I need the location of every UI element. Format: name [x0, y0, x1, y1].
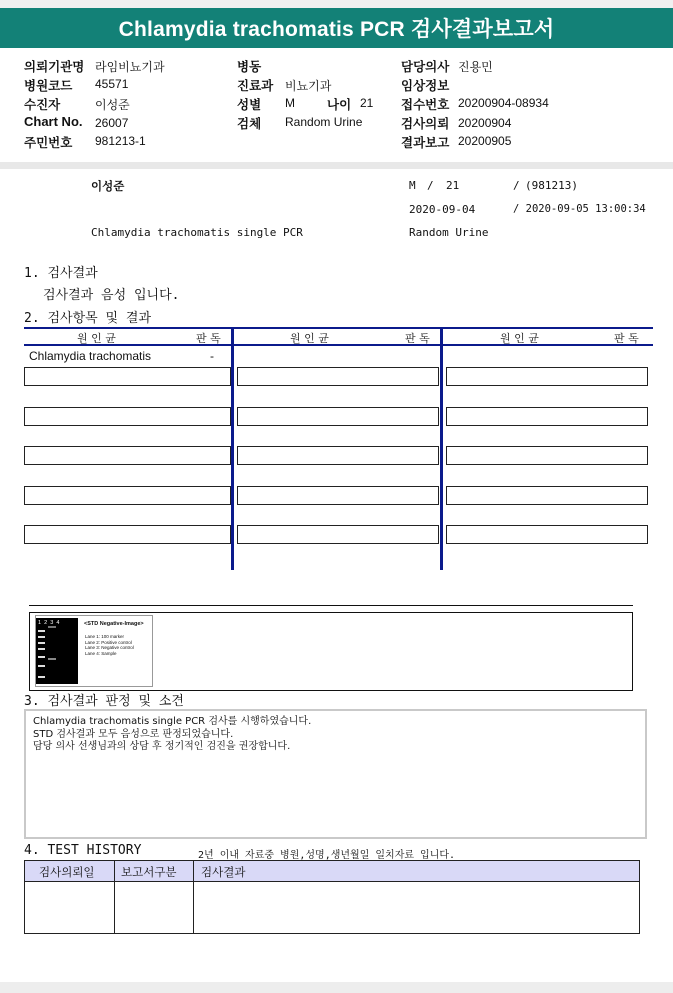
table-top-rule: [24, 327, 653, 329]
empty-cell: [24, 486, 231, 505]
opinion-line: STD 검사결과 모두 음성으로 판정되었습니다.: [33, 728, 234, 740]
chart-no-value: 26007: [95, 116, 129, 130]
empty-cell: [446, 407, 648, 426]
bottom-strip: [0, 982, 673, 993]
hospital-label: 의뢰기관명: [24, 59, 85, 74]
doctor-label: 담당의사: [401, 59, 450, 74]
gel-legend-item: Lane 1: 100 marker: [85, 634, 125, 639]
history-header-result: 검사결과: [201, 865, 246, 879]
empty-cell: [24, 446, 231, 465]
report-date-value: 20200905: [458, 134, 512, 148]
gel-band: [38, 630, 45, 632]
gel-band: [38, 665, 45, 667]
gel-band: [48, 658, 56, 660]
col-header-pathogen-1: 원 인 균: [77, 332, 116, 345]
summary-date-2: / 2020-09-05 13:00:34: [513, 203, 646, 215]
specimen-label: 검체: [237, 116, 262, 131]
receipt-no-value: 20200904-08934: [458, 96, 549, 110]
table-divider-1: [231, 327, 234, 570]
table-header-rule: [24, 344, 653, 346]
gel-lane-numbers: 1 2 3 4: [38, 620, 60, 626]
receipt-no-label: 접수번호: [401, 97, 450, 112]
history-header-type: 보고서구분: [121, 865, 177, 879]
summary-slash-1: /: [427, 179, 434, 192]
gel-legend-item: Lane 4: Sample: [85, 650, 117, 656]
doctor-value: 진용민: [458, 60, 493, 74]
gel-title: <STD Negative-Image>: [84, 621, 144, 627]
section-2-title: 2. 검사항목 및 결과: [24, 311, 152, 326]
summary-test: Chlamydia trachomatis single PCR: [91, 226, 303, 239]
pathogen-result: -: [210, 349, 214, 363]
section-1-title: 1. 검사결과: [24, 266, 98, 281]
gel-band: [38, 642, 45, 644]
summary-date-1: 2020-09-04: [409, 203, 476, 216]
col-header-pathogen-3: 원 인 균: [500, 332, 539, 345]
empty-cell: [24, 407, 231, 426]
id-number-label: 주민번호: [24, 135, 73, 150]
summary-specimen: Random Urine: [409, 226, 489, 239]
patient-label: 수진자: [24, 97, 61, 112]
col-header-result-3: 판 독: [614, 332, 639, 345]
pathogen-name: Chlamydia trachomatis: [29, 349, 152, 363]
hospital-value: 라임비뇨기과: [95, 60, 165, 74]
gel-band: [38, 636, 45, 638]
empty-cell: [446, 367, 648, 386]
sex-label: 성별: [237, 97, 262, 112]
gel-legend-item: Lane 2: Positive control: [85, 639, 132, 645]
summary-sex: M: [409, 179, 416, 192]
col-header-result-1: 판 독: [196, 332, 221, 345]
empty-cell: [446, 525, 648, 544]
specimen-value: Random Urine: [285, 115, 363, 129]
summary-slash-2: /: [513, 179, 520, 192]
opinion-text: [33, 716, 311, 754]
empty-cell: [446, 486, 648, 505]
history-divider: [193, 861, 194, 933]
summary-name: 이성준: [91, 179, 125, 193]
sex-value: M: [285, 96, 295, 110]
empty-cell: [24, 367, 231, 386]
request-date-label: 검사의뢰: [401, 116, 450, 131]
chart-no-label: Chart No.: [24, 114, 83, 129]
report-date-label: 결과보고: [401, 135, 450, 150]
gel-band: [48, 626, 56, 628]
age-label: 나이: [327, 97, 352, 112]
patient-value: 이성준: [95, 98, 130, 112]
section-4-title: 4. TEST HISTORY: [24, 843, 142, 858]
department-label: 진료과: [237, 78, 274, 93]
empty-cell: [237, 525, 439, 544]
hospital-code-label: 병원코드: [24, 78, 73, 93]
empty-cell: [237, 486, 439, 505]
gel-legend-item: Lane 3: Negative control: [85, 645, 134, 650]
empty-cell: [446, 446, 648, 465]
history-divider: [114, 861, 115, 933]
report-title: Chlamydia trachomatis PCR 검사결과보고서: [0, 8, 673, 48]
section-1-text: 검사결과 음성 입니다.: [43, 288, 180, 303]
empty-cell: [237, 367, 439, 386]
empty-cell: [237, 446, 439, 465]
opinion-line: 담당 의사 선생님과의 상담 후 정기적인 검진을 권장합니다.: [33, 741, 291, 752]
id-number-value: 981213-1: [95, 134, 146, 148]
summary-age: 21: [446, 179, 460, 192]
gel-band: [38, 656, 45, 658]
gel-band: [38, 676, 45, 678]
empty-cell: [24, 525, 231, 544]
clinical-info-label: 임상정보: [401, 78, 450, 93]
top-strip: [0, 0, 673, 8]
separator-bar: [0, 162, 673, 169]
age-value: 21: [360, 96, 374, 110]
image-frame-top: [29, 605, 633, 606]
gel-image: [36, 618, 78, 684]
request-date-value: 20200904: [458, 116, 512, 130]
history-header-row: [25, 861, 639, 882]
summary-id: (981213): [525, 179, 578, 192]
hospital-code-value: 45571: [95, 77, 129, 91]
col-header-result-2: 판 독: [405, 332, 430, 345]
ward-label: 병동: [237, 59, 262, 74]
history-header-date: 검사의뢰일: [39, 865, 95, 879]
section-3-title: 3. 검사결과 판정 및 소견: [24, 694, 184, 709]
history-note: 2년 이내 자료중 병원,성명,생년월일 일치자료 입니다.: [198, 850, 456, 861]
department-value: 비뇨기과: [285, 79, 332, 93]
opinion-line: Chlamydia trachomatis single PCR 검사를 시행하였습니다.: [33, 716, 312, 727]
empty-cell: [237, 407, 439, 426]
gel-legend: [85, 634, 134, 656]
table-divider-2: [440, 327, 443, 570]
opinion-box: [24, 709, 647, 839]
history-table: [24, 860, 640, 934]
col-header-pathogen-2: 원 인 균: [290, 332, 329, 345]
gel-band: [38, 648, 45, 650]
